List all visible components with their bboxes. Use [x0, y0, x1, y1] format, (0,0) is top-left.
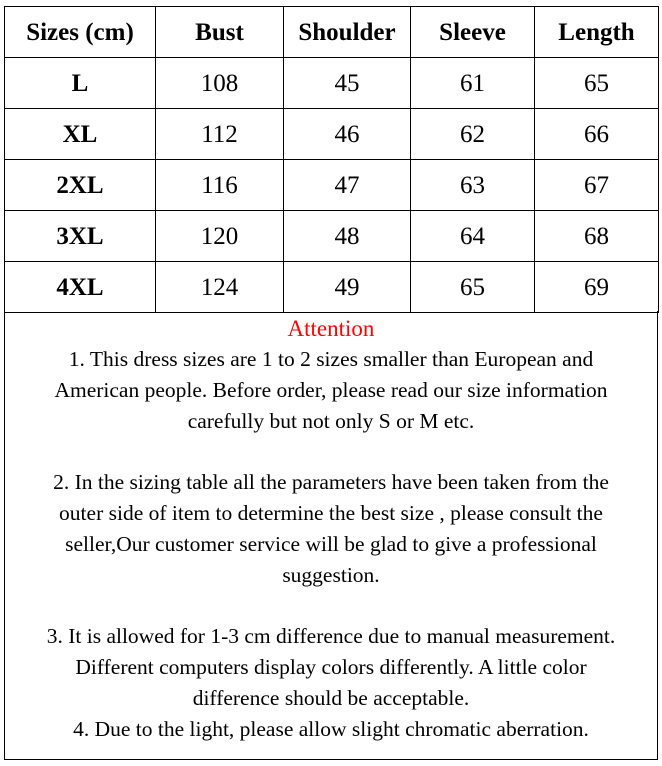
- note-4-line: 4. Due to the light, please allow slight chromatic aberration.: [73, 716, 589, 741]
- length-value: 69: [535, 262, 659, 313]
- note-2-line: 2. In the sizing table all the parameters have been taken from the: [53, 470, 609, 495]
- sleeve-value: 64: [411, 211, 535, 262]
- sleeve-value: 62: [411, 109, 535, 160]
- bust-value: 120: [156, 211, 284, 262]
- header-bust: Bust: [156, 7, 284, 58]
- note-2: [5, 467, 657, 590]
- bust-value: 108: [156, 58, 284, 109]
- shoulder-value: 46: [284, 109, 411, 160]
- note-2-line: outer side of item to determine the best size , please consult the: [59, 500, 603, 525]
- table-row: [5, 109, 659, 160]
- note-1-line: American people. Before order, please read our size information: [54, 377, 608, 402]
- table-row: [5, 160, 659, 211]
- note-3-line: 3. It is allowed for 1-3 cm difference due to manual measurement.: [46, 624, 616, 649]
- size-table: [4, 6, 659, 313]
- size-label: L: [5, 58, 156, 109]
- attention-notes: [4, 311, 658, 760]
- header-length: Length: [535, 7, 659, 58]
- note-3: [5, 621, 657, 713]
- note-spacer: [5, 436, 657, 467]
- table-row: [5, 211, 659, 262]
- table-row: [5, 58, 659, 109]
- length-value: 68: [535, 211, 659, 262]
- note-3-line: difference should be acceptable.: [192, 685, 470, 710]
- size-label: 2XL: [5, 160, 156, 211]
- shoulder-value: 45: [284, 58, 411, 109]
- note-2-line: seller,Our customer service will be glad to give a professional: [65, 531, 597, 556]
- sleeve-value: 63: [411, 160, 535, 211]
- header-sizes: Sizes (cm): [5, 7, 156, 58]
- size-label: XL: [5, 109, 156, 160]
- sleeve-value: 61: [411, 58, 535, 109]
- note-2-line: suggestion.: [282, 562, 380, 587]
- header-shoulder: Shoulder: [284, 7, 411, 58]
- shoulder-value: 47: [284, 160, 411, 211]
- length-value: 67: [535, 160, 659, 211]
- sleeve-value: 65: [411, 262, 535, 313]
- length-value: 66: [535, 109, 659, 160]
- table-header-row: [5, 7, 659, 58]
- length-value: 65: [535, 58, 659, 109]
- size-label: 3XL: [5, 211, 156, 262]
- note-1-line: carefully but not only S or M etc.: [187, 408, 475, 433]
- note-1: [5, 344, 657, 436]
- table-row: [5, 262, 659, 313]
- note-1-line: 1. This dress sizes are 1 to 2 sizes smaller than European and: [68, 347, 594, 371]
- bust-value: 112: [156, 109, 284, 160]
- size-label: 4XL: [5, 262, 156, 313]
- note-3-line: Different computers display colors differently. A little color: [75, 654, 587, 679]
- shoulder-value: 48: [284, 211, 411, 262]
- attention-title: Attention: [287, 316, 375, 341]
- bust-value: 124: [156, 262, 284, 313]
- note-spacer: [5, 590, 657, 621]
- header-sleeve: Sleeve: [411, 7, 535, 58]
- bust-value: 116: [156, 160, 284, 211]
- note-4: [5, 714, 657, 745]
- shoulder-value: 49: [284, 262, 411, 313]
